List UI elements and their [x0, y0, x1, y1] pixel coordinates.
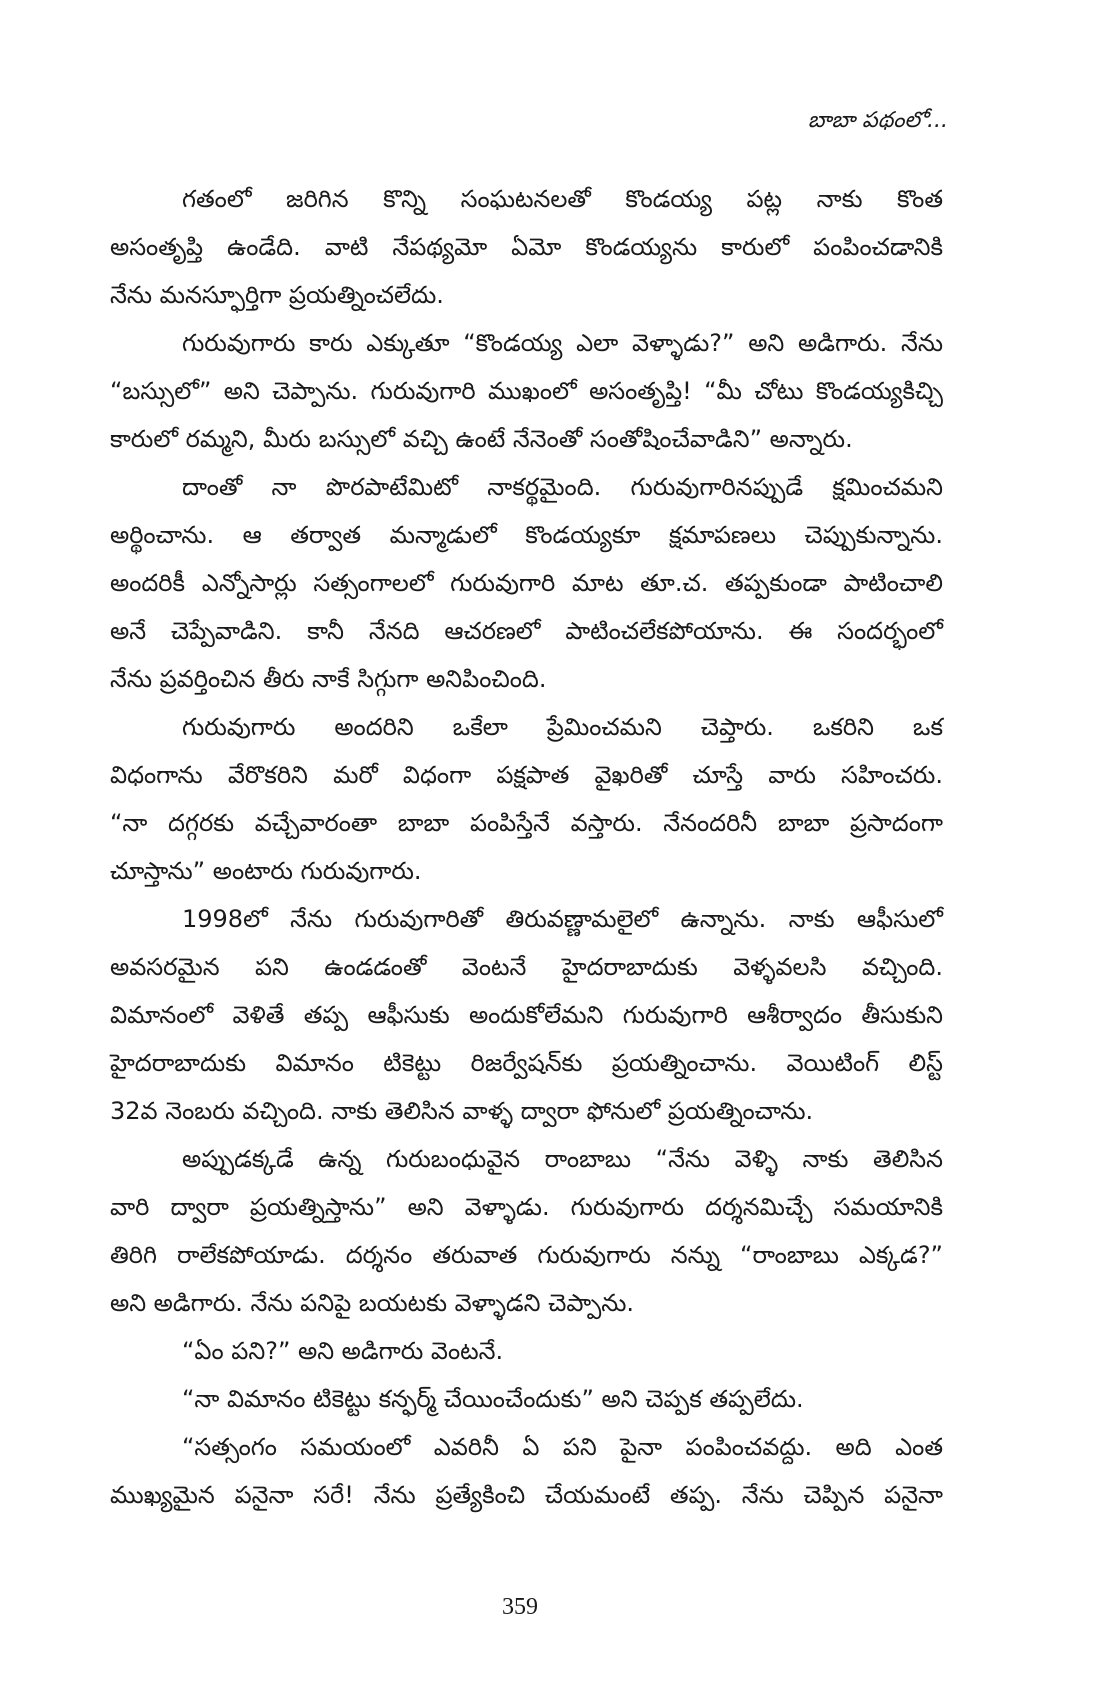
text-line: వారి ద్వారా ప్రయత్నిస్తాను” అని వెళ్ళాడు. గురువుగారు దర్శనమిచ్చే సమయానికి [110, 1193, 943, 1221]
text-line: తిరిగి రాలేకపోయాడు. దర్శనం తరువాత గురువుగారు నన్ను “రాంబాబు ఎక్కడ?” [110, 1241, 943, 1269]
text-line: గతంలో జరిగిన కొన్ని సంఘటనలతో కొండయ్య పట్ల నాకు కొంత [182, 185, 943, 213]
page-number: 359 [502, 1594, 538, 1620]
text-line: కారులో రమ్మని, మీరు బస్సులో వచ్చి ఉంటే నేనెంతో సంతోషించేవాడిని” అన్నారు. [110, 425, 853, 453]
text-line: దాంతో నా పొరపాటేమిటో నాకర్థమైంది. గురువుగారినప్పుడే క్షమించమని [182, 473, 943, 501]
text-line: అనే చెప్పేవాడిని. కానీ నేనది ఆచరణలో పాటించలేకపోయాను. ఈ సందర్భంలో [110, 617, 943, 645]
text-line: అసంతృప్తి ఉండేది. వాటి నేపథ్యమో ఏమో కొండయ్యను కారులో పంపించడానికి [110, 233, 943, 261]
text-line: చూస్తాను” అంటారు గురువుగారు. [110, 857, 422, 885]
text-line: ముఖ్యమైన పనైనా సరే! నేను ప్రత్యేకించి చేయమంటే తప్ప. నేను చెప్పిన పనైనా [110, 1481, 943, 1509]
text-line: అప్పుడక్కడే ఉన్న గురుబంధువైన రాంబాబు “నేను వెళ్ళి నాకు తెలిసిన [182, 1145, 943, 1173]
running-head-title: బాబా పథంలో... [807, 108, 948, 133]
text-line: విమానంలో వెళితే తప్ప ఆఫీసుకు అందుకోలేమని గురువుగారి ఆశీర్వాదం తీసుకుని [110, 1001, 943, 1029]
text-line: విధంగాను వేరొకరిని మరో విధంగా పక్షపాత వైఖరితో చూస్తే వారు సహించరు. [110, 761, 943, 789]
text-line: అవసరమైన పని ఉండడంతో వెంటనే హైదరాబాదుకు వెళ్ళవలసి వచ్చింది. [110, 953, 943, 981]
text-line: గురువుగారు కారు ఎక్కుతూ “కొండయ్య ఎలా వెళ్ళాడు?” అని అడిగారు. నేను [182, 329, 943, 357]
text-line: అని అడిగారు. నేను పనిపై బయటకు వెళ్ళాడని చెప్పాను. [110, 1289, 635, 1317]
text-line: “బస్సులో” అని చెప్పాను. గురువుగారి ముఖంలో అసంతృప్తి! “మీ చోటు కొండయ్యకిచ్చి [110, 377, 943, 405]
text-line: నేను ప్రవర్తించిన తీరు నాకే సిగ్గుగా అనిపించింది. [110, 665, 547, 693]
text-line: గురువుగారు అందరిని ఒకేలా ప్రేమించమని చెప్తారు. ఒకరిని ఒక [182, 713, 943, 741]
text-line: “నా విమానం టికెట్టు కన్ఫర్మ్ చేయించేందుకు” అని చెప్పక తప్పలేదు. [182, 1385, 804, 1413]
text-line: “నా దగ్గరకు వచ్చేవారంతా బాబా పంపిస్తేనే వస్తారు. నేనందరినీ బాబా ప్రసాదంగా [110, 809, 943, 837]
text-line: హైదరాబాదుకు విమానం టికెట్టు రిజర్వేషన్‌కు ప్రయత్నించాను. వెయిటింగ్ లిస్ట్ [110, 1049, 943, 1077]
text-line: 32వ నెంబరు వచ్చింది. నాకు తెలిసిన వాళ్ళ ద్వారా ఫోనులో ప్రయత్నించాను. [110, 1097, 814, 1125]
body-text [110, 175, 943, 1519]
text-line: అందరికీ ఎన్నోసార్లు సత్సంగాలలో గురువుగారి మాట తూ.చ. తప్పకుండా పాటించాలి [110, 569, 943, 597]
text-line: నేను మనస్ఫూర్తిగా ప్రయత్నించలేదు. [110, 281, 444, 309]
text-line: “సత్సంగం సమయంలో ఎవరినీ ఏ పని పైనా పంపించవద్దు. అది ఎంత [182, 1433, 943, 1461]
text-line: “ఏం పని?” అని అడిగారు వెంటనే. [182, 1337, 504, 1365]
text-line: అర్థించాను. ఆ తర్వాత మన్మాడులో కొండయ్యకూ క్షమాపణలు చెప్పుకున్నాను. [110, 521, 943, 549]
text-line: 1998లో నేను గురువుగారితో తిరువణ్ణామలైలో ఉన్నాను. నాకు ఆఫీసులో [182, 905, 943, 933]
